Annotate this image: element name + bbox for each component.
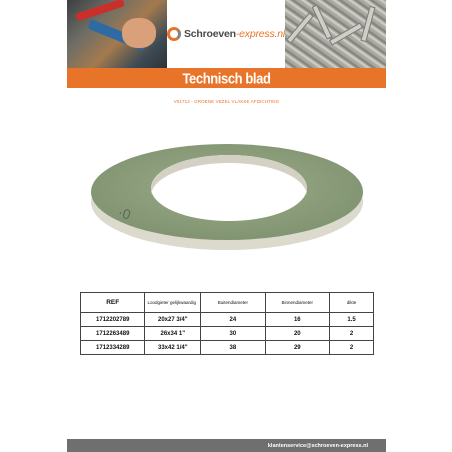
table-row [81,341,374,355]
cell-nominal: 20x27 3/4" [145,313,201,327]
svg-text:·0: ·0 [116,203,133,223]
brand-logo[interactable] [167,0,285,68]
washer-illustration [89,138,365,256]
product-image [89,138,365,256]
logo-icon [167,27,181,41]
product-subtitle: V51712 - GROENE VEZEL VLAKKE AFDICHTING [173,99,280,104]
spec-table [80,292,374,355]
col-outer-diameter: Buitendiameter [201,293,265,313]
logo-suffix: -express.nl [235,28,285,40]
cell-ref: 1712202789 [81,313,145,327]
col-ref: REF [81,293,145,313]
tools-photo [67,0,167,68]
col-thickness: dikte [330,293,374,313]
table-header-row [81,293,374,313]
col-nominal: Loodgieter gelijkwaardig [145,293,201,313]
cell-thickness: 2 [330,327,374,341]
cell-nominal: 33x42 1/4" [145,341,201,355]
footer-email-link[interactable]: klantenservice@schroeven-express.nl [267,442,368,449]
cell-inner: 20 [265,327,329,341]
screws-photo [285,0,386,68]
page-title: Technisch blad [182,69,271,87]
cell-inner: 16 [265,313,329,327]
header-banner [67,0,386,68]
table-row [81,313,374,327]
cell-ref: 1712334289 [81,341,145,355]
footer-bar [67,439,386,452]
logo-brand: Schroeven [183,28,236,40]
cell-inner: 29 [265,341,329,355]
cell-outer: 38 [201,341,265,355]
cell-thickness: 2 [330,341,374,355]
cell-outer: 30 [201,327,265,341]
technical-sheet-page [67,0,386,452]
cell-outer: 24 [201,313,265,327]
table-row [81,327,374,341]
title-bar [67,68,386,88]
cell-thickness: 1.5 [330,313,374,327]
cell-nominal: 26x34 1" [145,327,201,341]
col-inner-diameter: Binnendiameter [265,293,329,313]
cell-ref: 1712263489 [81,327,145,341]
